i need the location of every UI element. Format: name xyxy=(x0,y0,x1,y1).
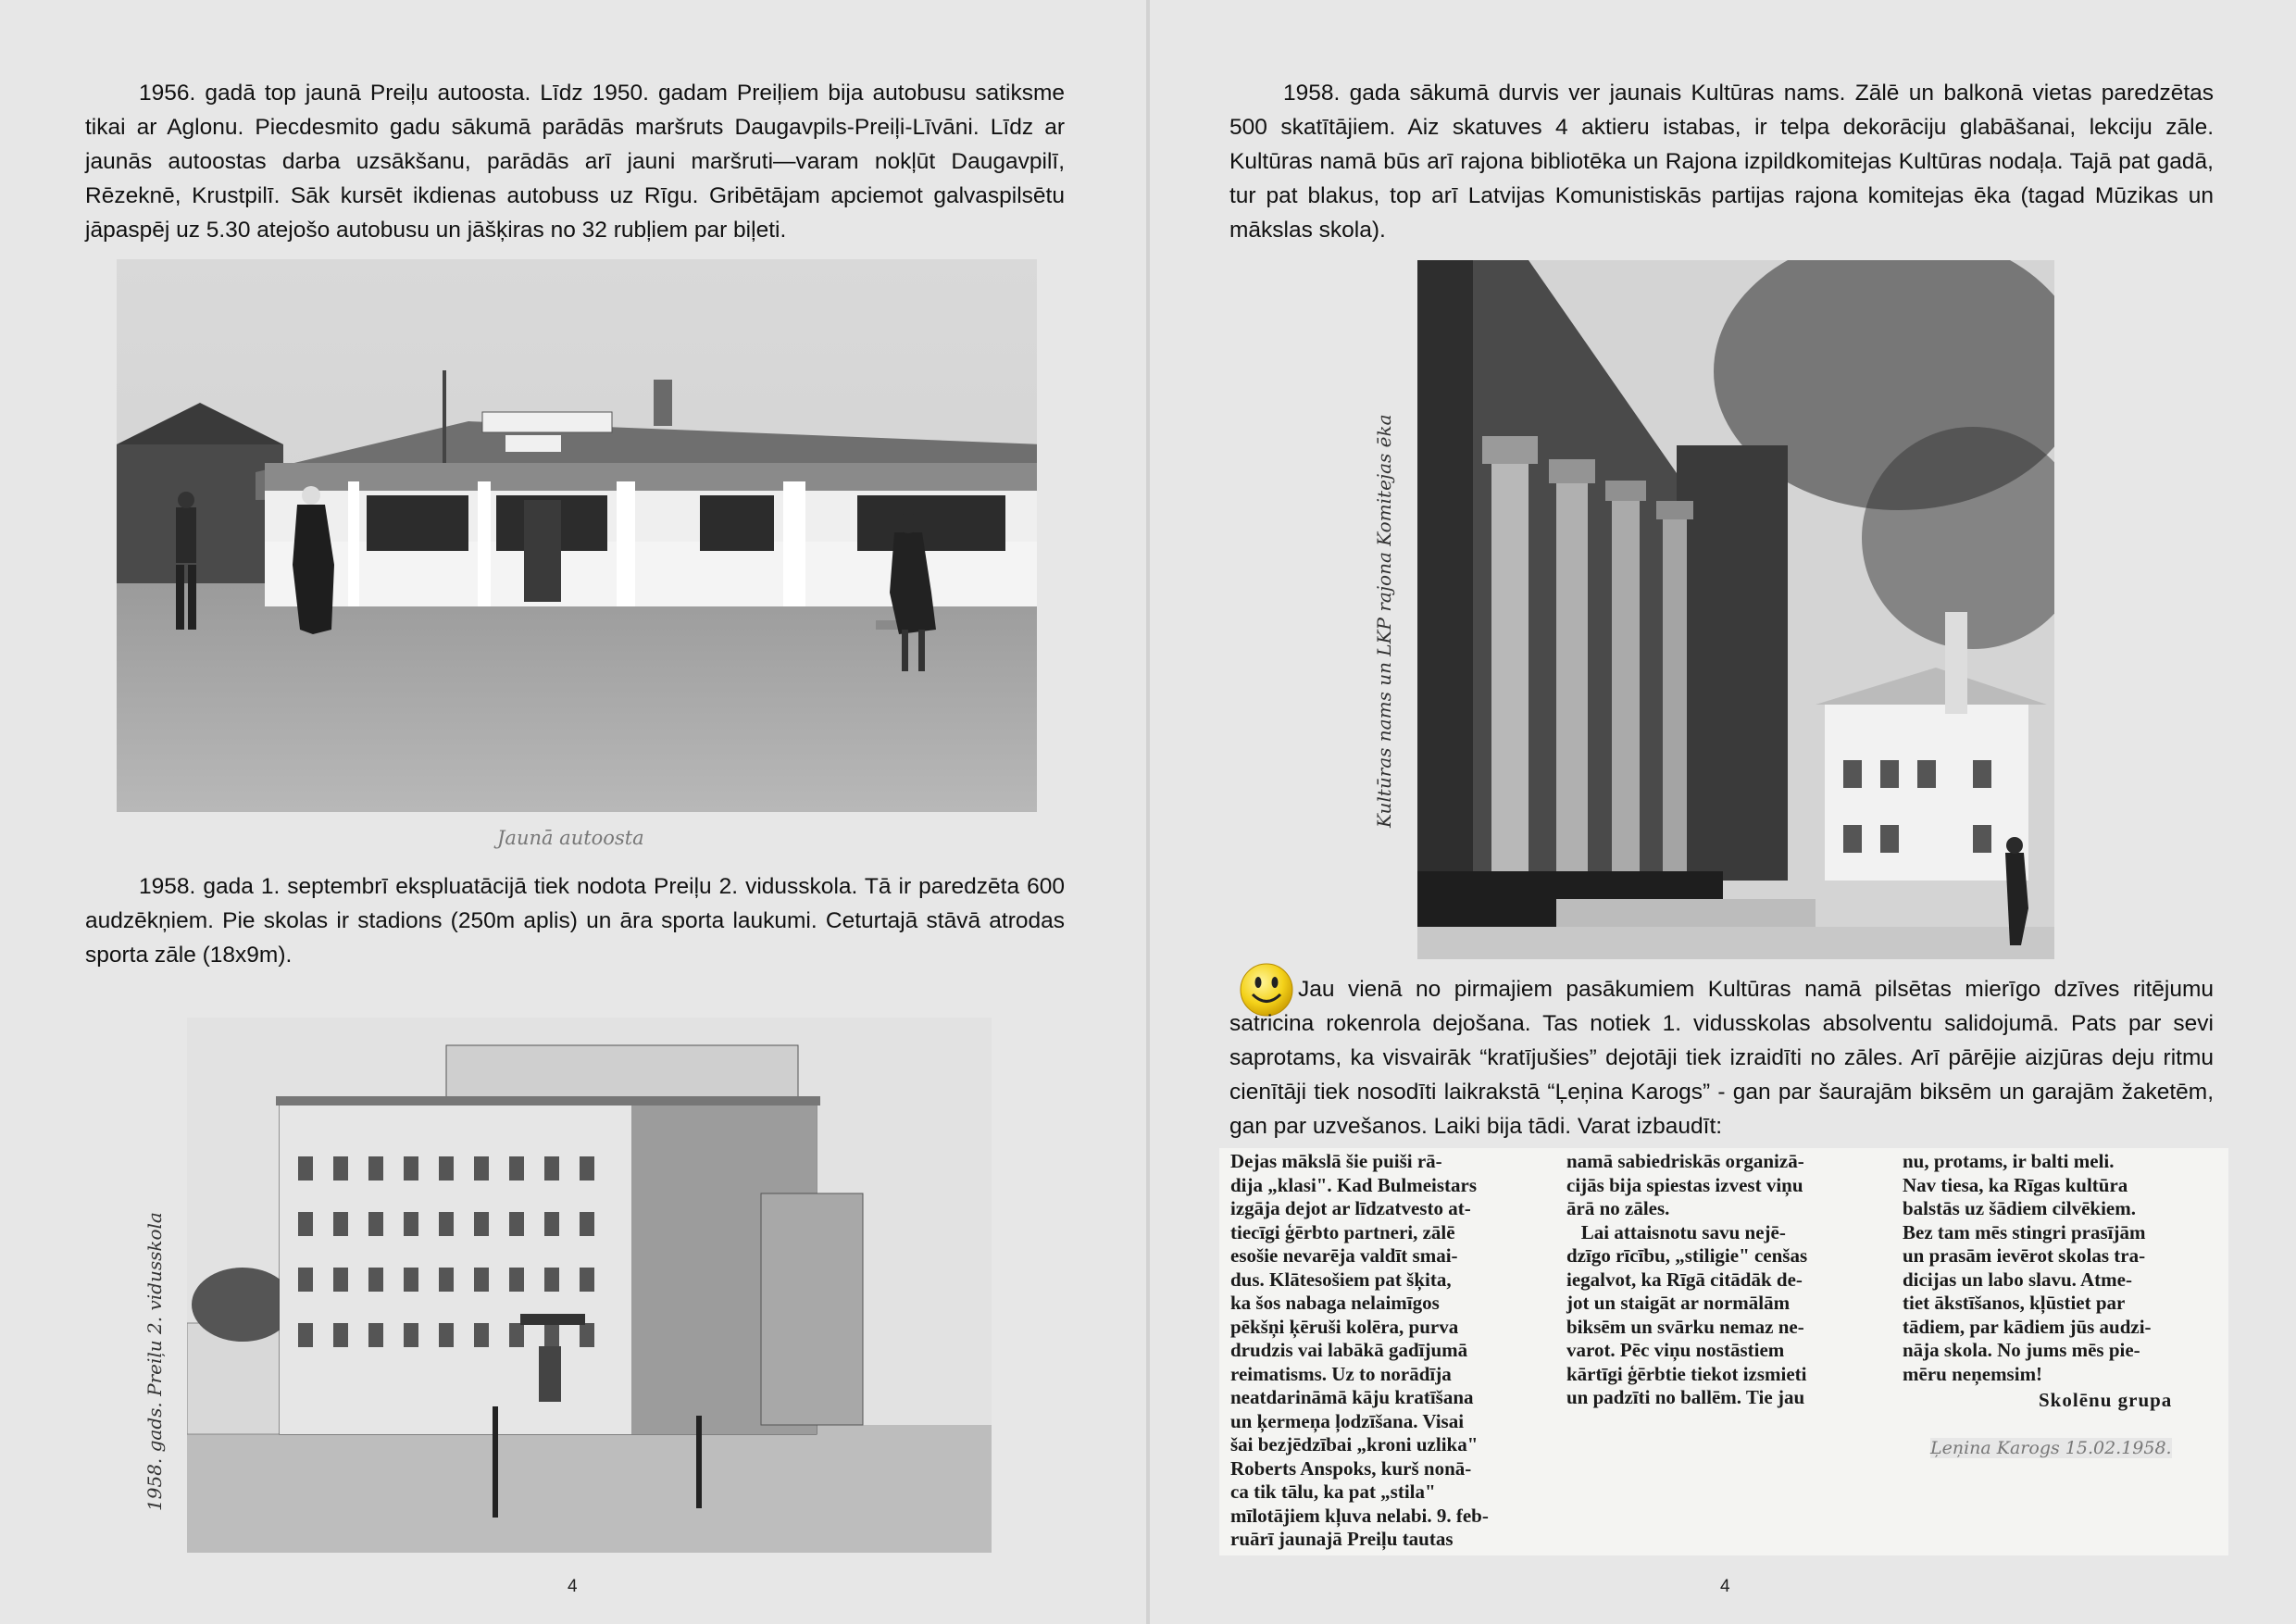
school-paragraph: 1958. gada 1. septembrī ekspluatācijā tiek nodota Preiļu 2. vidusskola. Tā ir paredzēta 600 audzēkņiem. Pie skolas ir stadions (250m aplis) un āra sporta laukumi. Ceturtajā stāvā atrodas sporta zāle (18x9m). xyxy=(85,874,1065,968)
left-page xyxy=(0,0,1146,1624)
bus-station-photo xyxy=(117,259,1037,812)
rocknroll-paragraph: Jau vienā no pirmajiem pasākumiem Kultūras namā pilsētas mierīgo dzīves ritējumu satricina rokenrola dejošana. Tas notiek 1. vidusskolas absolventu salidojumā. Pats par sevi saprotams, ka visvairāk “kratījušies” dejotāji tiek izraidīti no zāles. Arī pārējie aizjūras deju ritmu cienītāji tiek nosodīti laikrakstā “Ļeņina Karogs” - gan par šaurajām biksēm un garajām žaketēm, gan par uzvešanos. Laiki bija tādi. Varat izbaudīt: xyxy=(1229,977,2214,1139)
newspaper-source-caption: Ļeņina Karogs 15.02.1958. xyxy=(1930,1438,2172,1458)
school-caption: 1958. gads. Preiļu 2. vidusskola xyxy=(144,1212,166,1511)
newspaper-column-3: nu, protams, ir balti meli. Nav tiesa, ka Rīgas kultūra balstās uz šādiem cilvēkiem. Bez tam mēs stingri prasījām un prasām ievērot skolas tra- dicijas un labo slavu. Atme- tiet ākstīšanos, kļūstiet par tādiem, par kādiem jūs audzi- nāja skola. No jums mēs pie- mēru neņemsim! xyxy=(1903,1150,2152,1385)
bus-station-paragraph: 1956. gadā top jaunā Preiļu autoosta. Līdz 1950. gadam Preiļiem bija autobusu satiksme tikai ar Aglonu. Piecdesmito gadu sākumā parādās maršruts Daugavpils-Preiļi-Līvāni. Līdz ar jaunās autoostas darba uzsākšanu, parādās arī jauni maršruti—varam nokļūt Daugavpilī, Rēzeknē, Krustpilī. Sāk kursēt ikdienas autobuss uz Rīgu. Gribētājam apciemot galvaspilsētu jāpaspēj uz 5.30 atejošo autobusu un jāšķiras no 32 rubļiem par biļeti. xyxy=(85,81,1065,243)
right-page-number: 4 xyxy=(1720,1577,1730,1596)
newspaper-clipping xyxy=(1219,1148,2228,1555)
left-page-number: 4 xyxy=(568,1577,578,1596)
school-photo xyxy=(187,1018,992,1553)
culture-house-caption: Kultūras nams un LKP rajona Komitejas ēka xyxy=(1373,414,1395,828)
newspaper-column-2: namā sabiedriskās organizā- cijās bija spiestas izvest viņu ārā no zāles. Lai attaisnotu savu nejē- dzīgo rīcību, „stiligie" cenšas iegalvot, ka Rīgā citādāk de- jot un staigāt ar normālām biksēm un svārku nemaz ne- varot. Pēc viņu nostāstiem kārtīgi ģērbtie tiekot izsmieti un padzīti no ballēm. Tie jau xyxy=(1566,1150,1808,1408)
newspaper-signature: Skolēnu grupa xyxy=(2039,1389,2173,1411)
bus-station-caption: Jaunā autoosta xyxy=(497,827,644,849)
newspaper-column-1: Dejas mākslā šie puiši rā- dija „klasi". Kad Bulmeistars izgāja dejot ar līdzatvesto at- tiecīgi ģērbto partneri, zālē esošie nevarēja valdīt smai- dus. Klātesošiem pat šķita, ka šos nabaga nelaimīgos pēkšņi ķēruši kolēra, purva drudzis vai labākā gadījumā reimatisms. Uz to norādīja neatdarināmā kāju kratīšana un ķermeņa ļodzīšana. Visai šai bezjēdzībai „kroni uzlika" Roberts Anspoks, kurš nonā- ca tik tālu, ka pat „stila" mīlotājiem kļuva nelabi. 9. feb- ruārī jaunajā Preiļu tautas xyxy=(1230,1150,1489,1550)
right-page xyxy=(1150,0,2296,1624)
culture-house-paragraph: 1958. gada sākumā durvis ver jaunais Kultūras nams. Zālē un balkonā vietas paredzētas 500 skatītājiem. Aiz skatuves 4 aktieru istabas, ir telpa dekorāciju glabāšanai, lekciju zāle. Kultūras namā būs arī rajona bibliotēka un Rajona izpildkomitejas Kultūras nodaļa. Tajā pat gadā, tur pat blakus, top arī Latvijas Komunistiskās partijas rajona komitejas ēka (tagad Mūzikas un mākslas skola). xyxy=(1229,81,2214,243)
culture-house-photo xyxy=(1417,260,2054,959)
